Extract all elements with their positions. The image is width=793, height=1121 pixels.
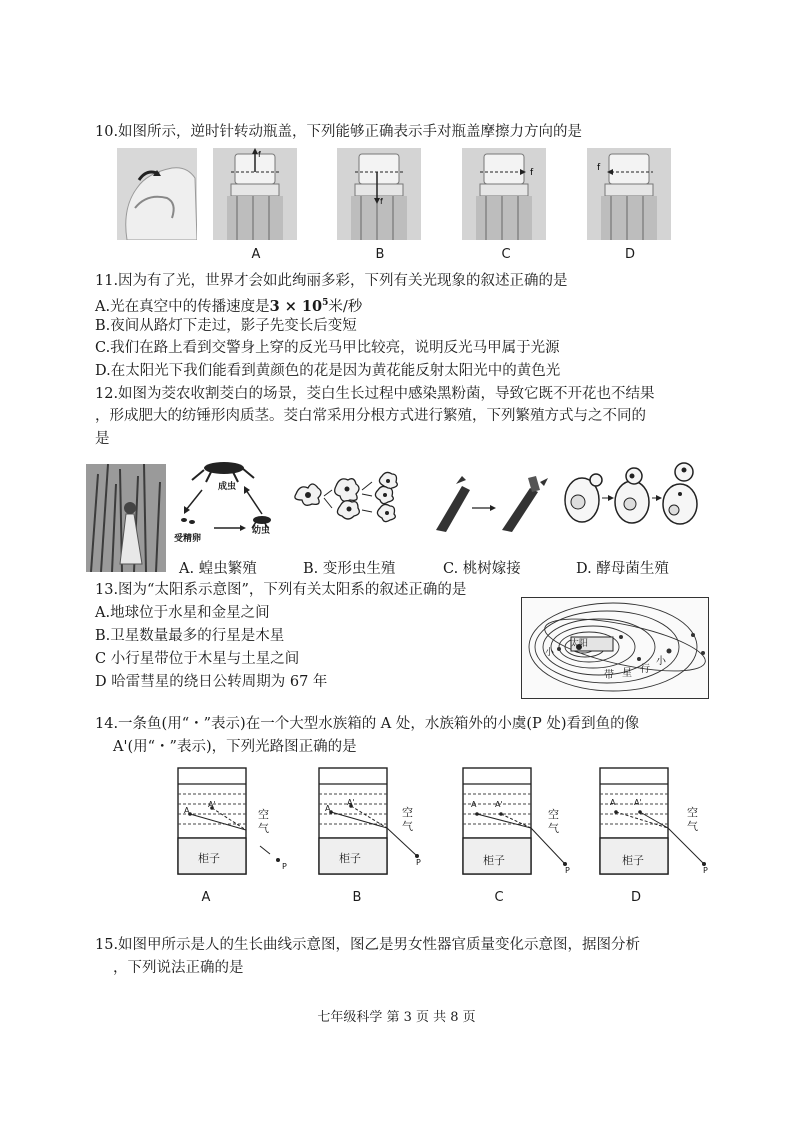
svg-text:f: f — [597, 163, 601, 173]
q14-stem-line2: A'(用“・”表示)，下列光路图正确的是 — [113, 739, 357, 755]
q14-d-air-label-bottom: 气 — [687, 820, 698, 833]
q14-c-p-label: P — [565, 866, 570, 875]
q10-bottle-a — [213, 148, 297, 244]
q11-option-b: B.夜间从路灯下走过，影子先变长后变短 — [95, 318, 357, 334]
q14-b-cabinet-label: 柜子 — [339, 852, 361, 865]
q13-option-d: D 哈雷彗星的绕日公转周期为 67 年 — [95, 674, 328, 690]
q14-b-p-label: P — [416, 858, 421, 867]
q12-option-a: A. 蝗虫繁殖 — [179, 561, 257, 577]
q10-option-a: A — [251, 247, 261, 262]
q14-c-air-label-bottom: 气 — [548, 822, 559, 835]
q12-stem-line1: 12.如图为茭农收割茭白的场景，茭白生长过程中感染黑粉菌，导致它既不开花也不结果 — [95, 386, 655, 402]
svg-text:f: f — [380, 197, 383, 206]
q14-a-image-label: A' — [208, 800, 216, 809]
q14-c-image-label: A' — [495, 800, 503, 809]
q10-bottle-d — [587, 148, 671, 244]
q11-option-a — [95, 293, 362, 317]
q14-a-air-label-bottom: 气 — [258, 822, 269, 835]
q13-label-small: 小 — [545, 648, 555, 658]
q11-option-a-text: A.光在真空中的传播速度是 — [95, 298, 270, 315]
q11-stem: 11.因为有了光，世界才会如此绚丽多彩，下列有关光现象的叙述正确的是 — [95, 273, 568, 289]
q12-label-egg: 受精卵 — [174, 534, 202, 544]
q10-option-c: C — [501, 247, 511, 262]
q13-option-a: A.地球位于水星和金星之间 — [95, 605, 270, 621]
q11-speed-exponent: 5 — [322, 298, 329, 308]
page-footer: 七年级科学 第 3 页 共 8 页 — [317, 1010, 476, 1025]
q14-a-fish-label: A — [184, 806, 190, 815]
q12-option-b: B. 变形虫生殖 — [303, 561, 396, 577]
svg-text:f: f — [258, 150, 261, 159]
q13-belt-char-4: 小 — [656, 656, 666, 667]
q12-wild-rice-photo — [86, 464, 166, 576]
q14-c-air-label-top: 空 — [548, 808, 559, 821]
q14-option-a: A — [201, 890, 211, 905]
q14-d-cabinet-label: 柜子 — [622, 854, 644, 867]
q15-stem-line2: ，下列说法正确的是 — [113, 960, 244, 976]
q12-label-adult: 成虫 — [218, 482, 237, 492]
q12-yeast-diagram — [562, 462, 704, 530]
q15-stem-line1: 15.如图甲所示是人的生长曲线示意图，图乙是男女性器官质量变化示意图，据图分析 — [95, 937, 641, 953]
q14-a-p-label: P — [282, 862, 287, 871]
q13-stem: 13.图为“太阳系示意图”，下列有关太阳系的叙述正确的是 — [95, 582, 467, 598]
q14-b-fish-label: A — [325, 804, 331, 813]
q14-b-air-label-top: 空 — [402, 806, 413, 819]
q10-option-d: D — [624, 247, 635, 262]
q13-belt-char-1: 带 — [604, 670, 614, 681]
q12-stem-line3: 是 — [95, 431, 110, 447]
q14-option-b: B — [352, 890, 362, 905]
q14-option-d: D — [630, 890, 641, 905]
q11-speed-unit: 米/秒 — [328, 298, 363, 315]
q11-speed-value: 3 × 10 — [269, 297, 323, 315]
q11-option-c: C.我们在路上看到交警身上穿的反光马甲比较亮，说明反光马甲属于光源 — [95, 340, 560, 356]
q11-option-d: D.在太阳光下我们能看到黄颜色的花是因为黄花能反射太阳光中的黄色光 — [95, 363, 561, 379]
q13-option-b: B.卫星数量最多的行星是木星 — [95, 628, 285, 644]
q14-option-c: C — [494, 890, 504, 905]
q14-b-air-label-bottom: 气 — [402, 820, 413, 833]
q10-bottle-c — [462, 148, 546, 244]
q10-hand-photo — [117, 148, 197, 244]
q14-c-fish-label: A — [471, 800, 477, 809]
q12-option-c: C. 桃树嫁接 — [443, 561, 521, 577]
q10-stem: 10.如图所示，逆时针转动瓶盖，下列能够正确表示手对瓶盖摩擦力方向的是 — [95, 124, 583, 140]
q10-option-b: B — [375, 247, 385, 262]
q10-bottle-b — [337, 148, 421, 244]
q14-panel-a — [176, 766, 286, 882]
q14-d-p-label: P — [703, 866, 708, 875]
q14-d-air-label-top: 空 — [687, 806, 698, 819]
q13-belt-char-2: 星 — [622, 668, 632, 679]
q13-option-c: C 小行星带位于木星与土星之间 — [95, 651, 300, 667]
q14-d-image-label: A' — [634, 798, 642, 807]
q12-label-nymph: 幼虫 — [252, 526, 271, 536]
q14-stem-line1: 14.一条鱼(用“・”表示)在一个大型水族箱的 A 处，水族箱外的小虞(P 处)看到鱼的像 — [95, 716, 640, 732]
q14-c-cabinet-label: 柜子 — [483, 854, 505, 867]
q12-grafting-diagram — [432, 476, 550, 536]
q14-b-image-label: A' — [347, 798, 355, 807]
q14-a-air-label-top: 空 — [258, 808, 269, 821]
q14-a-cabinet-label: 柜子 — [198, 852, 220, 865]
svg-text:f: f — [530, 168, 534, 178]
q13-label-sun: 太阳 — [570, 639, 589, 649]
q12-option-d: D. 酵母菌生殖 — [576, 561, 669, 577]
q14-d-fish-label: A — [610, 798, 616, 807]
q12-stem-line2: ，形成肥大的纺锤形肉质茎。茭白常采用分根方式进行繁殖，下列繁殖方式与之不同的 — [95, 408, 646, 424]
q13-belt-char-3: 行 — [640, 664, 650, 675]
q12-amoeba-diagram — [290, 468, 410, 530]
